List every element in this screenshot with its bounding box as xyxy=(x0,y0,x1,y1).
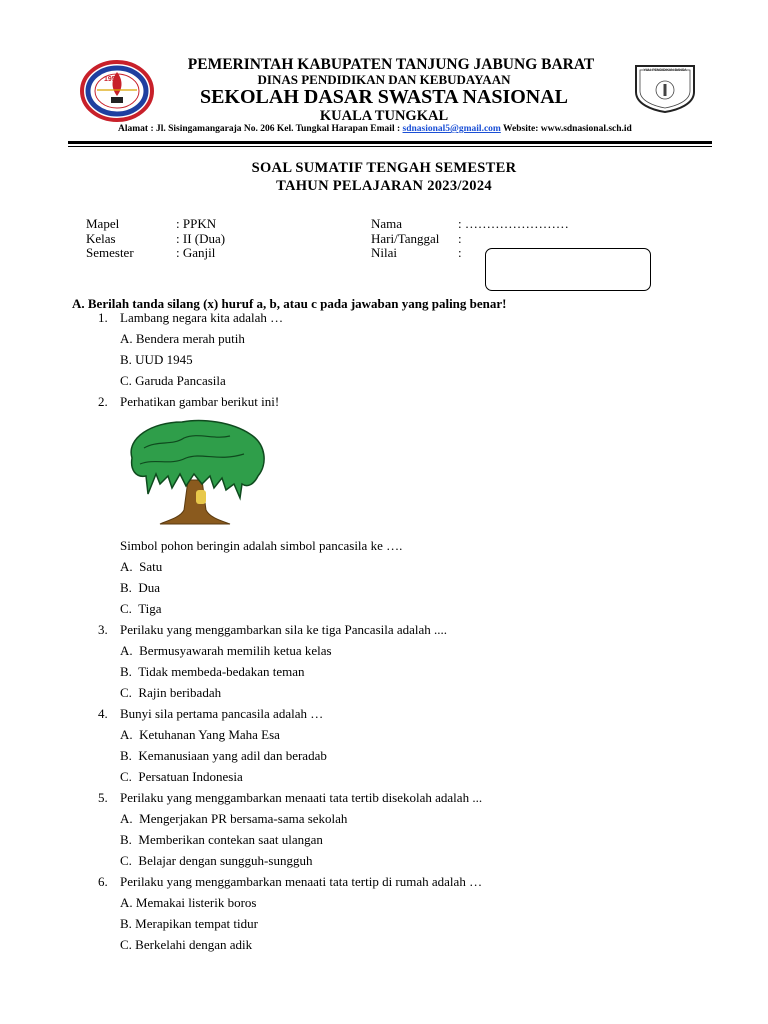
option-text: Tidak membeda-bedakan teman xyxy=(138,664,305,679)
school-logo-left-year: 1958 xyxy=(104,76,120,83)
semester-label: Semester xyxy=(86,245,134,260)
header-divider-thin xyxy=(68,146,712,147)
question-text: Perhatikan gambar berikut ini! xyxy=(120,394,280,409)
option-label: A. xyxy=(120,331,133,346)
exam-title: SOAL SUMATIF TENGAH SEMESTER xyxy=(251,160,517,176)
option-text: Rajin beribadah xyxy=(138,685,222,700)
header-city: KUALA TUNGKAL xyxy=(319,108,449,124)
option-text: Merapikan tempat tidur xyxy=(135,916,258,931)
option-text: Dua xyxy=(138,580,161,595)
kelas-value: : II (Dua) xyxy=(176,231,226,246)
nilai-colon: : xyxy=(458,245,462,260)
question-text: Perilaku yang menggambarkan sila ke tiga Pancasila adalah .... xyxy=(120,622,448,637)
option-label: A. xyxy=(120,727,133,742)
header-school-name: SEKOLAH DASAR SWASTA NASIONAL xyxy=(199,86,569,108)
semester-value: : Ganjil xyxy=(176,245,216,260)
question-number: 3. xyxy=(98,622,108,637)
mapel-value: : PPKN xyxy=(176,216,217,231)
option-text: Mengerjakan PR bersama-sama sekolah xyxy=(139,811,348,826)
q6-option-b[interactable] xyxy=(120,916,258,932)
school-logo-right-text: YULI PENDIDIKAN BANSA xyxy=(643,68,687,72)
q4-option-c[interactable] xyxy=(120,769,243,785)
q4-option-b[interactable] xyxy=(120,748,327,764)
header-government: PEMERINTAH KABUPATEN TANJUNG JABUNG BARAT xyxy=(187,56,595,73)
option-text: Persatuan Indonesia xyxy=(138,769,243,784)
option-text: Kemanusiaan yang adil dan beradab xyxy=(138,748,327,763)
option-label: B. xyxy=(120,748,132,763)
option-label: B. xyxy=(120,832,132,847)
q1-option-b[interactable] xyxy=(120,352,193,368)
header-address xyxy=(118,124,632,134)
exam-year: TAHUN PELAJARAN 2023/2024 xyxy=(276,178,492,194)
q2-option-a[interactable] xyxy=(120,559,162,575)
option-text: Belajar dengan sungguh-sungguh xyxy=(138,853,313,868)
q3-option-a[interactable] xyxy=(120,643,332,659)
question-text: Bunyi sila pertama pancasila adalah … xyxy=(120,706,324,721)
nama-value[interactable]: : …………………… xyxy=(458,216,569,231)
q1-option-c[interactable] xyxy=(120,373,226,389)
question-number: 6. xyxy=(98,874,108,889)
option-label: B. xyxy=(120,580,132,595)
nilai-label: Nilai xyxy=(371,245,397,260)
hari-tanggal-label: Hari/Tanggal xyxy=(371,231,440,246)
question-2-stem: Simbol pohon beringin adalah simbol pancasila ke …. xyxy=(120,538,403,553)
option-label: A. xyxy=(120,895,133,910)
question-3 xyxy=(98,622,447,638)
option-text: Bermusyawarah memilih ketua kelas xyxy=(139,643,332,658)
q1-option-a[interactable] xyxy=(120,331,245,347)
option-text: Memakai listerik boros xyxy=(135,895,257,910)
website-text: Website: www.sdnasional.sch.id xyxy=(500,124,632,134)
header-department: DINAS PENDIDIKAN DAN KEBUDAYAAN xyxy=(257,72,511,87)
option-label: C. xyxy=(120,601,132,616)
mapel-label: Mapel xyxy=(86,216,120,231)
option-label: B. xyxy=(120,352,132,367)
banyan-tree-image xyxy=(122,418,268,528)
q5-option-c[interactable] xyxy=(120,853,312,869)
question-text: Lambang negara kita adalah … xyxy=(120,310,284,325)
option-label: B. xyxy=(120,664,132,679)
question-number: 1. xyxy=(98,310,108,325)
q2-option-b[interactable] xyxy=(120,580,160,596)
option-label: A. xyxy=(120,643,133,658)
option-label: B. xyxy=(120,916,132,931)
question-1 xyxy=(98,310,283,326)
option-label: C. xyxy=(120,685,132,700)
hari-tanggal-value[interactable]: : xyxy=(458,231,462,246)
header-divider-thick xyxy=(68,141,712,144)
q4-option-a[interactable] xyxy=(120,727,280,743)
q3-option-b[interactable] xyxy=(120,664,305,680)
nilai-score-box[interactable] xyxy=(485,248,651,291)
section-a-instruction: A. Berilah tanda silang (x) huruf a, b, atau c pada jawaban yang paling benar! xyxy=(72,296,507,311)
question-number: 2. xyxy=(98,394,108,409)
option-text: Tiga xyxy=(138,601,162,616)
option-label: A. xyxy=(120,811,133,826)
q3-option-c[interactable] xyxy=(120,685,221,701)
option-text: Memberikan contekan saat ulangan xyxy=(138,832,323,847)
option-label: C. xyxy=(120,769,132,784)
address-text: Alamat : Jl. Sisingamangaraja No. 206 Kel. Tungkal Harapan Email : xyxy=(118,124,403,134)
option-text: UUD 1945 xyxy=(135,352,193,367)
question-4 xyxy=(98,706,323,722)
option-text: Bendera merah putih xyxy=(135,331,245,346)
option-label: C. xyxy=(120,937,132,952)
option-label: C. xyxy=(120,373,132,388)
question-5 xyxy=(98,790,482,806)
option-text: Ketuhanan Yang Maha Esa xyxy=(139,727,280,742)
question-text: Perilaku yang menggambarkan menaati tata tertip di rumah adalah … xyxy=(120,874,483,889)
q6-option-a[interactable] xyxy=(120,895,256,911)
question-text: Perilaku yang menggambarkan menaati tata tertib disekolah adalah ... xyxy=(120,790,483,805)
q5-option-a[interactable] xyxy=(120,811,347,827)
option-text: Satu xyxy=(139,559,163,574)
option-label: A. xyxy=(120,559,133,574)
question-6 xyxy=(98,874,482,890)
question-2 xyxy=(98,394,279,410)
q6-option-c[interactable] xyxy=(120,937,252,953)
option-text: Garuda Pancasila xyxy=(135,373,226,388)
email-link[interactable]: sdnasional5@gmail.com xyxy=(402,124,501,134)
q2-option-c[interactable] xyxy=(120,601,162,617)
question-number: 4. xyxy=(98,706,108,721)
option-text: Berkelahi dengan adik xyxy=(135,937,253,952)
q5-option-b[interactable] xyxy=(120,832,323,848)
nama-label: Nama xyxy=(371,216,403,231)
question-number: 5. xyxy=(98,790,108,805)
option-label: C. xyxy=(120,853,132,868)
kelas-label: Kelas xyxy=(86,231,116,246)
